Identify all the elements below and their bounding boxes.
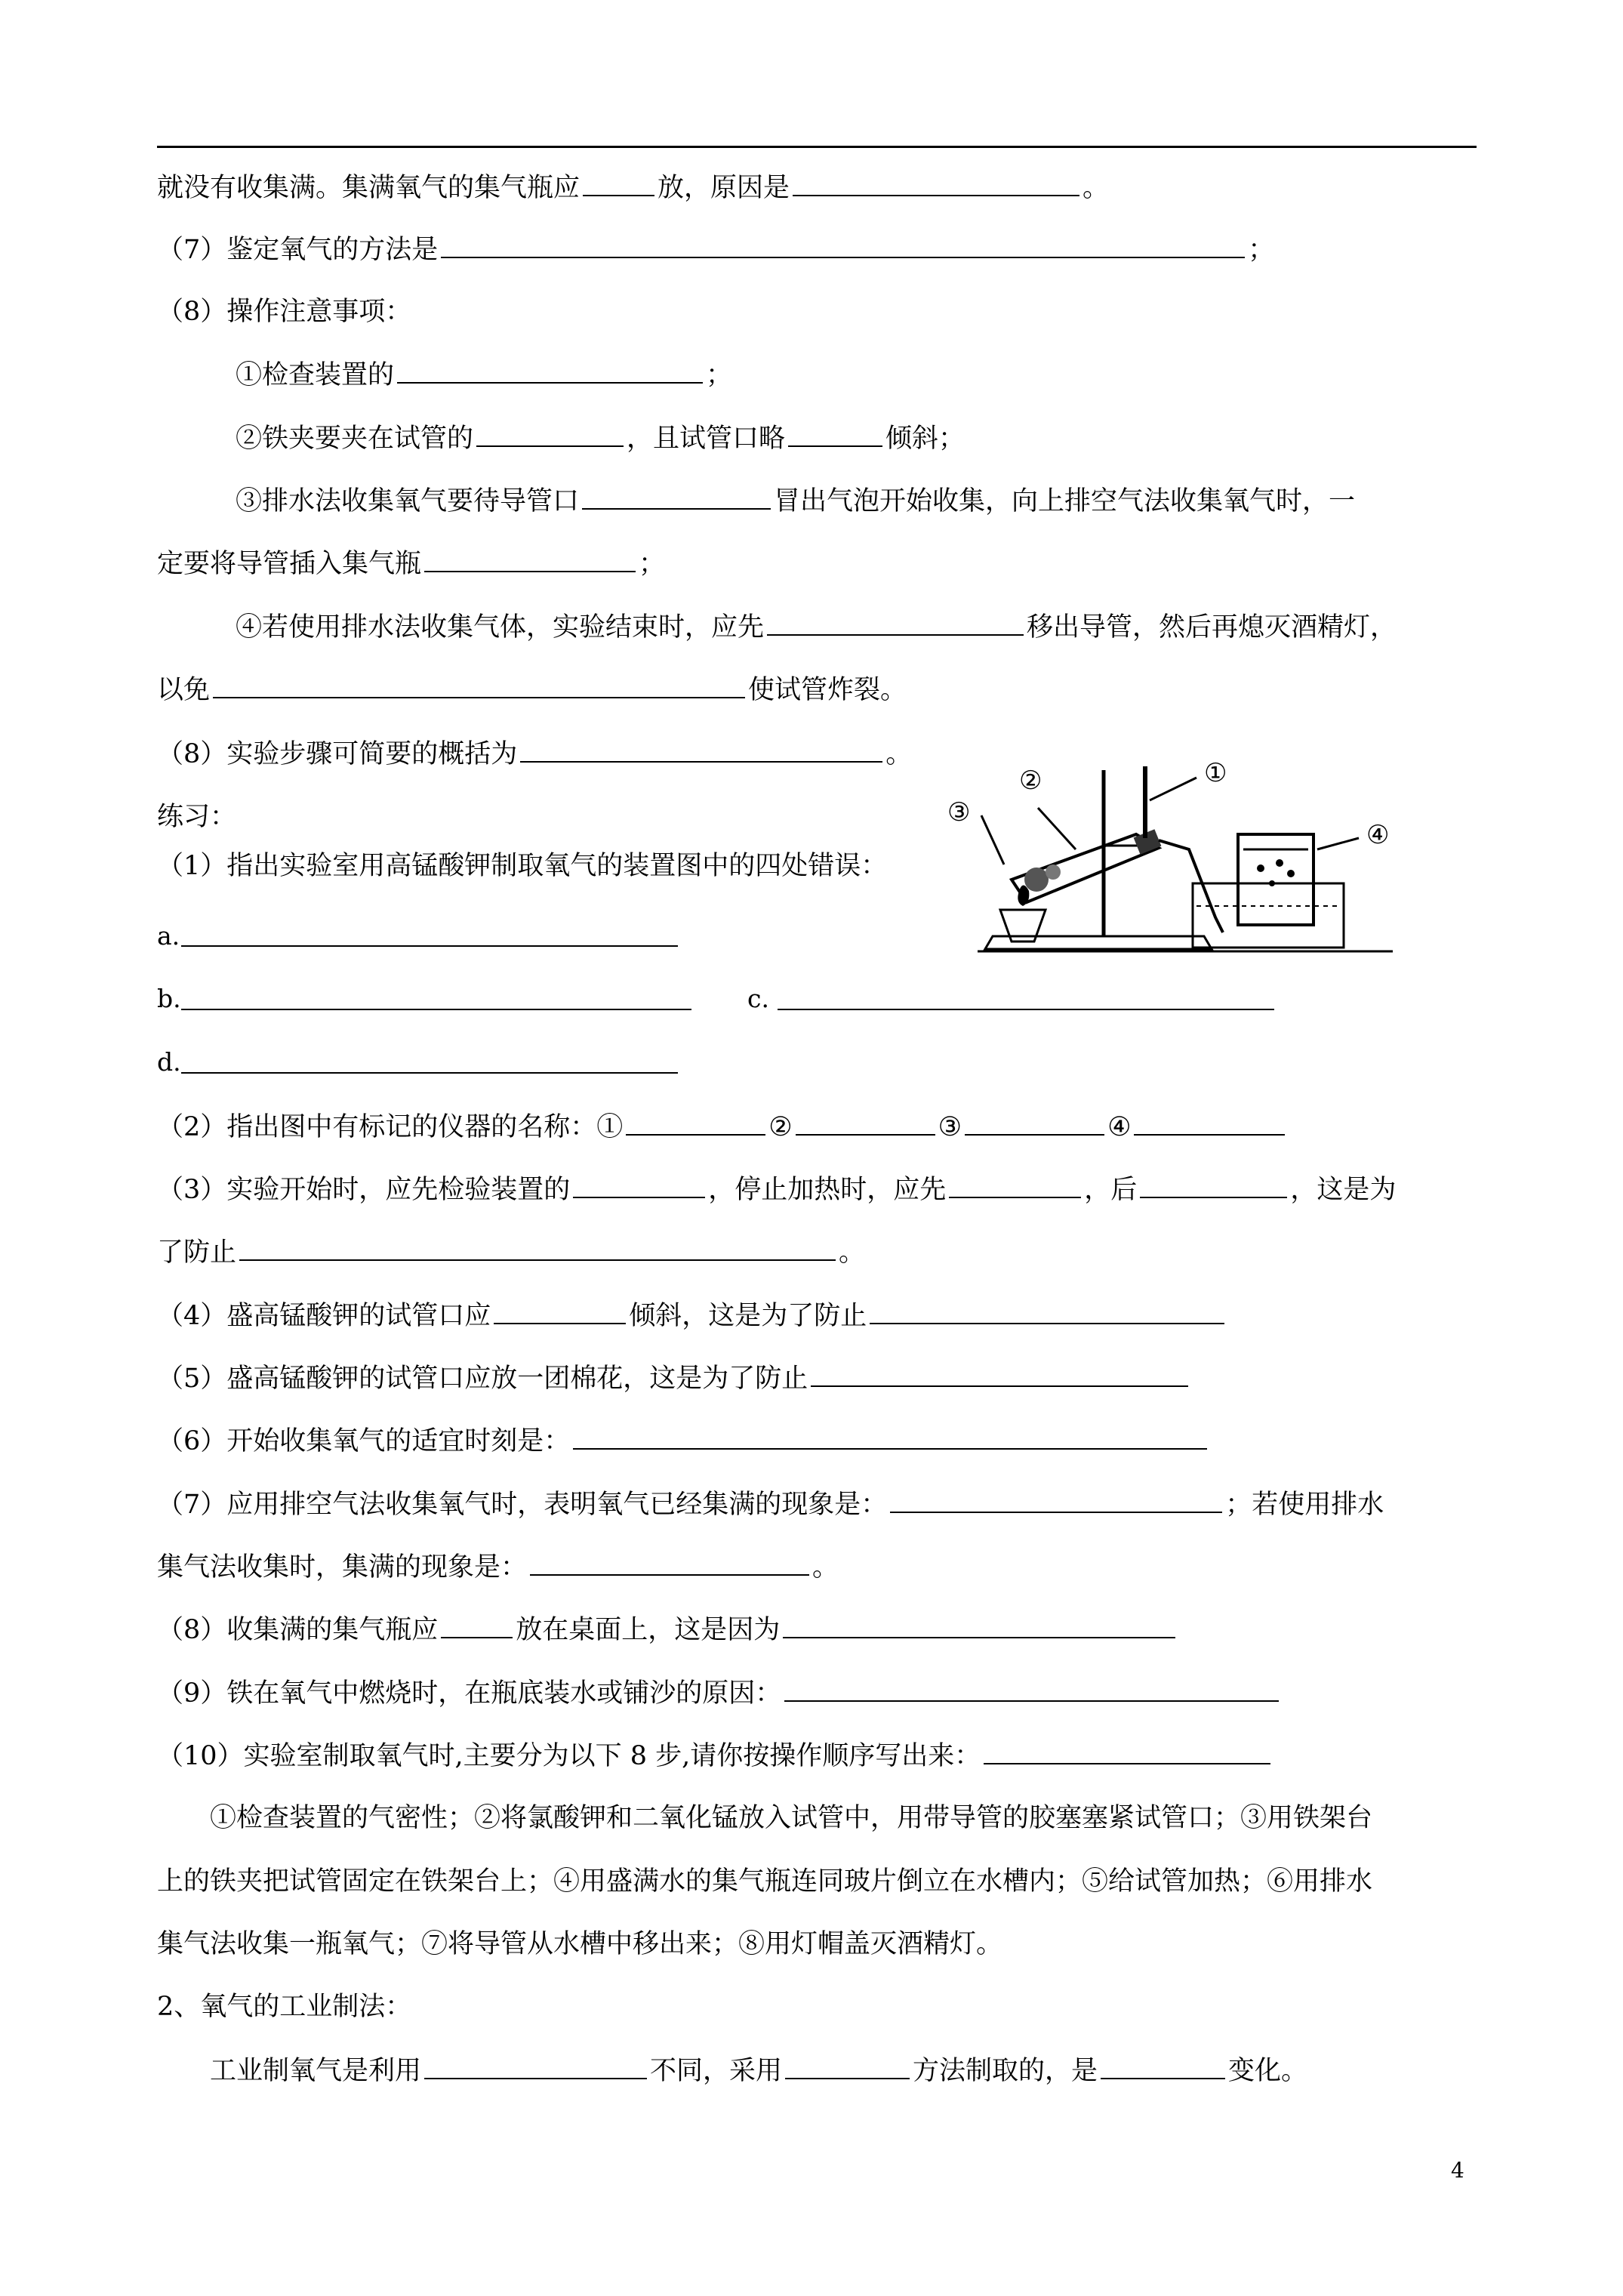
text-line xyxy=(236,352,732,397)
text: 放在桌面上，这是因为 xyxy=(516,1615,781,1645)
text: （8）实验步骤可简要的概括为 xyxy=(157,739,518,769)
text: 倾斜； xyxy=(885,424,965,454)
text-line xyxy=(210,1795,1372,1841)
answer-blank[interactable] xyxy=(181,1009,691,1010)
text: 就没有收集满。集满氧气的集气瓶应 xyxy=(157,173,581,203)
text: 移出导管，然后再熄灭酒精灯， xyxy=(1027,612,1397,643)
answer-blank[interactable] xyxy=(397,352,703,384)
answer-blank[interactable] xyxy=(778,1009,1274,1010)
answer-blank[interactable] xyxy=(1134,1104,1285,1136)
text-line xyxy=(157,667,907,712)
answer-blank[interactable] xyxy=(796,1104,935,1136)
text-line xyxy=(157,227,1274,272)
answer-blank[interactable] xyxy=(476,415,624,447)
answer-blank[interactable] xyxy=(767,604,1024,636)
text: ④ xyxy=(1107,1112,1132,1142)
text-line xyxy=(157,1607,1178,1652)
text: ③排水法收集氧气要待导管口 xyxy=(236,486,580,516)
text-line xyxy=(157,541,665,586)
text: （7）鉴定氧气的方法是 xyxy=(157,235,439,265)
text: 变化。 xyxy=(1228,2056,1308,2086)
pointer-line xyxy=(1150,778,1196,800)
item-label: c. xyxy=(747,984,769,1013)
pointer-line xyxy=(1317,838,1359,849)
text-line xyxy=(157,1670,1282,1715)
answer-blank[interactable] xyxy=(785,2048,910,2079)
text-line xyxy=(157,289,411,334)
oxygen-apparatus-figure xyxy=(947,744,1400,959)
text-line xyxy=(157,1544,839,1589)
text: ，且试管口略 xyxy=(627,424,786,454)
text: 集气法收集时，集满的现象是： xyxy=(157,1552,528,1583)
text-line xyxy=(236,604,1397,649)
answer-blank[interactable] xyxy=(788,415,882,447)
answer-blank[interactable] xyxy=(494,1293,626,1324)
text: （2）指出图中有标记的仪器的名称：① xyxy=(157,1112,624,1142)
apparatus-drawing xyxy=(947,744,1400,959)
text-line xyxy=(236,415,965,461)
text: 定要将导管插入集气瓶 xyxy=(157,549,422,579)
text: （9）铁在氧气中燃烧时，在瓶底装水或铺沙的原因： xyxy=(157,1678,782,1709)
text: （5）盛高锰酸钾的试管口应放一团棉花，这是为了防止 xyxy=(157,1364,808,1394)
text-line xyxy=(157,1922,1002,1967)
text: （8）收集满的集气瓶应 xyxy=(157,1615,439,1645)
text: 倾斜，这是为了防止 xyxy=(629,1301,867,1331)
section-heading xyxy=(157,794,236,840)
text: 使试管炸裂。 xyxy=(748,675,907,705)
answer-blank[interactable] xyxy=(520,731,882,763)
answer-blank[interactable] xyxy=(984,1733,1270,1764)
text: 工业制氧气是利用 xyxy=(210,2056,422,2086)
delivery-tube xyxy=(1159,840,1223,932)
text: （10）实验室制取氧气时,主要分为以下 8 步,请你按操作顺序写出来： xyxy=(157,1741,981,1771)
text-line xyxy=(157,843,887,889)
text: ； xyxy=(706,360,733,390)
answer-blank[interactable] xyxy=(890,1481,1222,1513)
text: ③ xyxy=(938,1112,962,1142)
item-label: d. xyxy=(157,1047,181,1077)
text: ； xyxy=(1248,235,1275,265)
figure-label: ① xyxy=(1204,758,1227,788)
text: 了防止 xyxy=(157,1237,237,1268)
answer-blank[interactable] xyxy=(965,1104,1104,1136)
text: ，停止加热时，应先 xyxy=(708,1175,947,1205)
text-line xyxy=(157,165,1109,210)
answer-blank[interactable] xyxy=(583,165,654,196)
answer-blank[interactable] xyxy=(239,1229,836,1261)
answer-blank[interactable] xyxy=(1101,2048,1225,2079)
figure-label: ③ xyxy=(947,797,971,827)
text-line xyxy=(157,1229,865,1274)
text: 放，原因是 xyxy=(658,173,790,203)
answer-blank[interactable] xyxy=(949,1166,1081,1198)
text-line xyxy=(157,1418,1210,1463)
answer-blank[interactable] xyxy=(213,667,745,698)
answer-blank[interactable] xyxy=(530,1544,809,1576)
answer-blank[interactable] xyxy=(870,1293,1224,1324)
text: （4）盛高锰酸钾的试管口应 xyxy=(157,1301,491,1331)
text: ，这是为 xyxy=(1290,1175,1397,1205)
text: 。 xyxy=(839,1237,866,1268)
text-line xyxy=(236,478,1355,523)
text: （3）实验开始时，应先检验装置的 xyxy=(157,1175,571,1205)
text: （6）开始收集氧气的适宜时刻是： xyxy=(157,1426,571,1456)
text: 不同，采用 xyxy=(650,2056,783,2086)
answer-blank[interactable] xyxy=(626,1104,765,1136)
header-rule xyxy=(157,146,1477,148)
text-line xyxy=(157,1355,1191,1401)
section-heading xyxy=(157,1984,411,2029)
text: （1）指出实验室用高锰酸钾制取氧气的装置图中的四处错误： xyxy=(157,851,888,881)
text-line xyxy=(157,1859,1372,1904)
pointer-line xyxy=(981,815,1004,864)
text: ④若使用排水法收集气体，实验结束时，应先 xyxy=(236,612,765,643)
text: ①检查装置的 xyxy=(236,360,395,390)
gas-bottle xyxy=(1238,834,1313,925)
text: 集气法收集一瓶氧气；⑦将导管从水槽中移出来；⑧用灯帽盖灭酒精灯。 xyxy=(157,1929,1003,1959)
text-line xyxy=(157,1166,1396,1212)
reagent-powder xyxy=(1024,868,1049,892)
text: 方法制取的，是 xyxy=(913,2056,1098,2086)
figure-label: ② xyxy=(1019,766,1042,796)
answer-blank[interactable] xyxy=(582,478,771,510)
text: ①检查装置的气密性；②将氯酸钾和二氧化锰放入试管中，用带导管的胶塞塞紧试管口；③用铁架台 xyxy=(210,1803,1373,1833)
text-line xyxy=(157,1733,1273,1778)
answer-blank[interactable] xyxy=(1140,1166,1287,1198)
answer-blank[interactable] xyxy=(783,1607,1175,1638)
text: 以免 xyxy=(157,675,211,705)
answer-blank[interactable] xyxy=(181,945,678,947)
text: ②铁夹要夹在试管的 xyxy=(236,424,474,454)
text: 上的铁夹把试管固定在铁架台上；④用盛满水的集气瓶连同玻片倒立在水槽内；⑤给试管加热；⑥用排水 xyxy=(157,1866,1373,1897)
answer-blank[interactable] xyxy=(424,2048,647,2079)
text: （7）应用排空气法收集氧气时，表明氧气已经集满的现象是： xyxy=(157,1490,888,1520)
text: 。 xyxy=(812,1552,839,1583)
answer-blank[interactable] xyxy=(441,1607,513,1638)
answer-blank[interactable] xyxy=(573,1166,705,1198)
text: 冒出气泡开始收集，向上排空气法收集氧气时，一 xyxy=(774,486,1356,516)
answer-blank[interactable] xyxy=(441,227,1245,258)
text: 。 xyxy=(1083,173,1110,203)
text-line xyxy=(157,1104,1288,1149)
page-number: 4 xyxy=(1451,2158,1464,2183)
text: （8）操作注意事项： xyxy=(157,297,412,327)
answer-blank[interactable] xyxy=(784,1670,1279,1702)
answer-blank[interactable] xyxy=(811,1355,1188,1387)
answer-blank[interactable] xyxy=(181,1072,678,1074)
figure-label: ④ xyxy=(1366,820,1390,850)
text: ② xyxy=(768,1112,793,1142)
text-line xyxy=(157,731,912,776)
pointer-line xyxy=(1038,808,1076,849)
text-line xyxy=(157,1293,1227,1338)
text: ；若使用排水 xyxy=(1225,1490,1384,1520)
text: ，后 xyxy=(1084,1175,1138,1205)
text: 练习： xyxy=(157,802,237,832)
text: 。 xyxy=(885,739,913,769)
text: 2、氧气的工业制法： xyxy=(157,1992,412,2022)
answer-blank[interactable] xyxy=(424,541,636,572)
item-label: b. xyxy=(157,984,181,1013)
text-line xyxy=(157,1481,1384,1527)
item-label: a. xyxy=(157,921,180,951)
text-line xyxy=(210,2048,1307,2093)
text: ； xyxy=(639,549,666,579)
answer-blank[interactable] xyxy=(573,1418,1207,1450)
answer-blank[interactable] xyxy=(793,165,1079,196)
